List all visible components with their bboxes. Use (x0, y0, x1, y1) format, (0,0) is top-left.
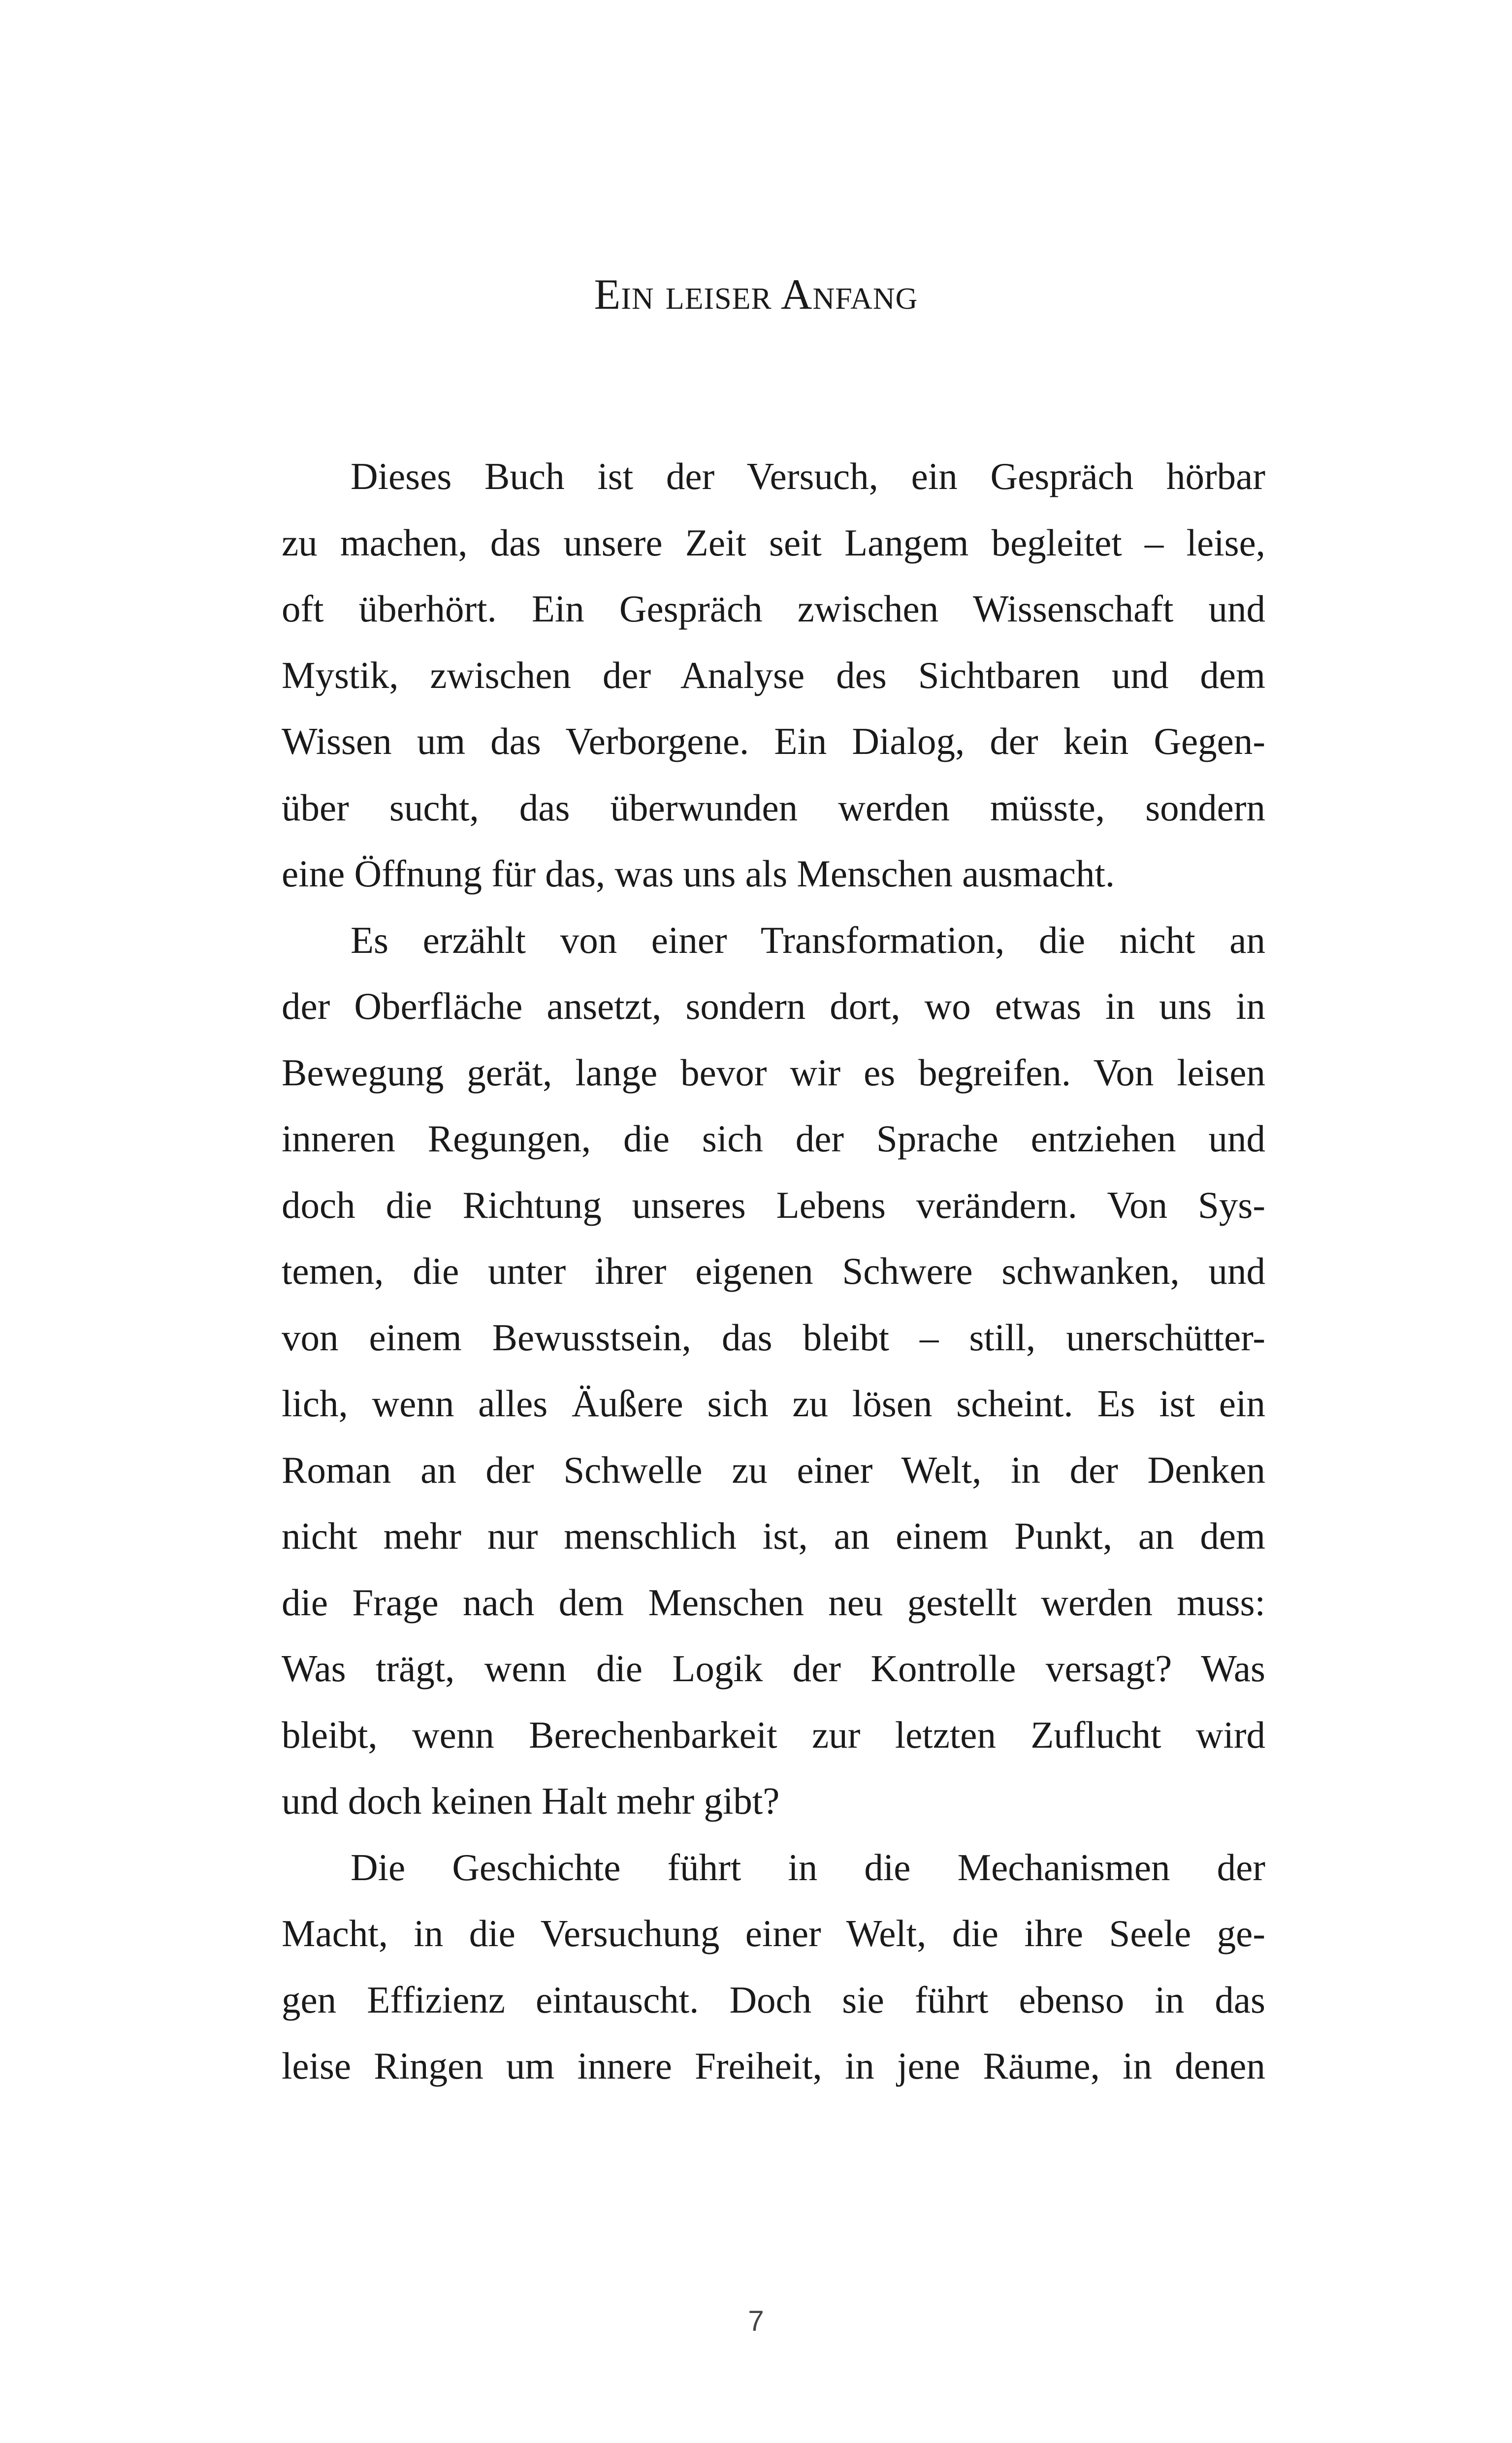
text-line: Macht, in die Versuchung einer Welt, die ihre Seele ge- (282, 1912, 1265, 1954)
text-line: bleibt, wenn Berechenbarkeit zur letzten Zuflucht wird (282, 1713, 1265, 1756)
chapter-title: Ein leiser Anfang (594, 271, 918, 319)
text-line: Bewegung gerät, lange bevor wir es begreifen. Von leisen (282, 1051, 1265, 1094)
text-line: nicht mehr nur menschlich ist, an einem Punkt, an dem (282, 1515, 1265, 1557)
text-line: lich, wenn alles Äußere sich zu lösen scheint. Es ist ein (282, 1382, 1265, 1425)
page-number: 7 (748, 2305, 764, 2337)
text-line: Mystik, zwischen der Analyse des Sichtbaren und dem (282, 653, 1265, 696)
text-line: Was trägt, wenn die Logik der Kontrolle versagt? Was (282, 1647, 1265, 1690)
text-line: und doch keinen Halt mehr gibt? (282, 1780, 780, 1822)
text-line: die Frage nach dem Menschen neu gestellt werden muss: (282, 1581, 1265, 1624)
text-line: Wissen um das Verborgene. Ein Dialog, der kein Gegen- (282, 720, 1265, 762)
text-line: Dieses Buch ist der Versuch, ein Gespräch hörbar (351, 455, 1265, 497)
text-line: Die Geschichte führt in die Mechanismen der (351, 1846, 1265, 1889)
text-line: inneren Regungen, die sich der Sprache entziehen und (282, 1117, 1265, 1160)
text-line: über sucht, das überwunden werden müsste, sondern (282, 786, 1265, 829)
text-line: von einem Bewusstsein, das bleibt – still, unerschütter- (282, 1316, 1265, 1359)
body-text (282, 443, 1265, 2099)
text-line: leise Ringen um innere Freiheit, in jene Räume, in denen (282, 2045, 1265, 2087)
text-line: der Oberfläche ansetzt, sondern dort, wo etwas in uns in (282, 985, 1265, 1027)
text-line: Roman an der Schwelle zu einer Welt, in der Denken (282, 1448, 1265, 1491)
text-line: gen Effizienz eintauscht. Doch sie führt ebenso in das (282, 1978, 1265, 2021)
text-line: zu machen, das unsere Zeit seit Langem begleitet – leise, (282, 521, 1265, 564)
text-line: doch die Richtung unseres Lebens verändern. Von Sys- (282, 1183, 1265, 1226)
text-line: temen, die unter ihrer eigenen Schwere schwanken, und (282, 1250, 1265, 1292)
text-line: eine Öffnung für das, was uns als Menschen ausmacht. (282, 852, 1115, 895)
text-line: oft überhört. Ein Gespräch zwischen Wissenschaft und (282, 587, 1265, 630)
text-line: Es erzählt von einer Transformation, die nicht an (351, 918, 1265, 961)
